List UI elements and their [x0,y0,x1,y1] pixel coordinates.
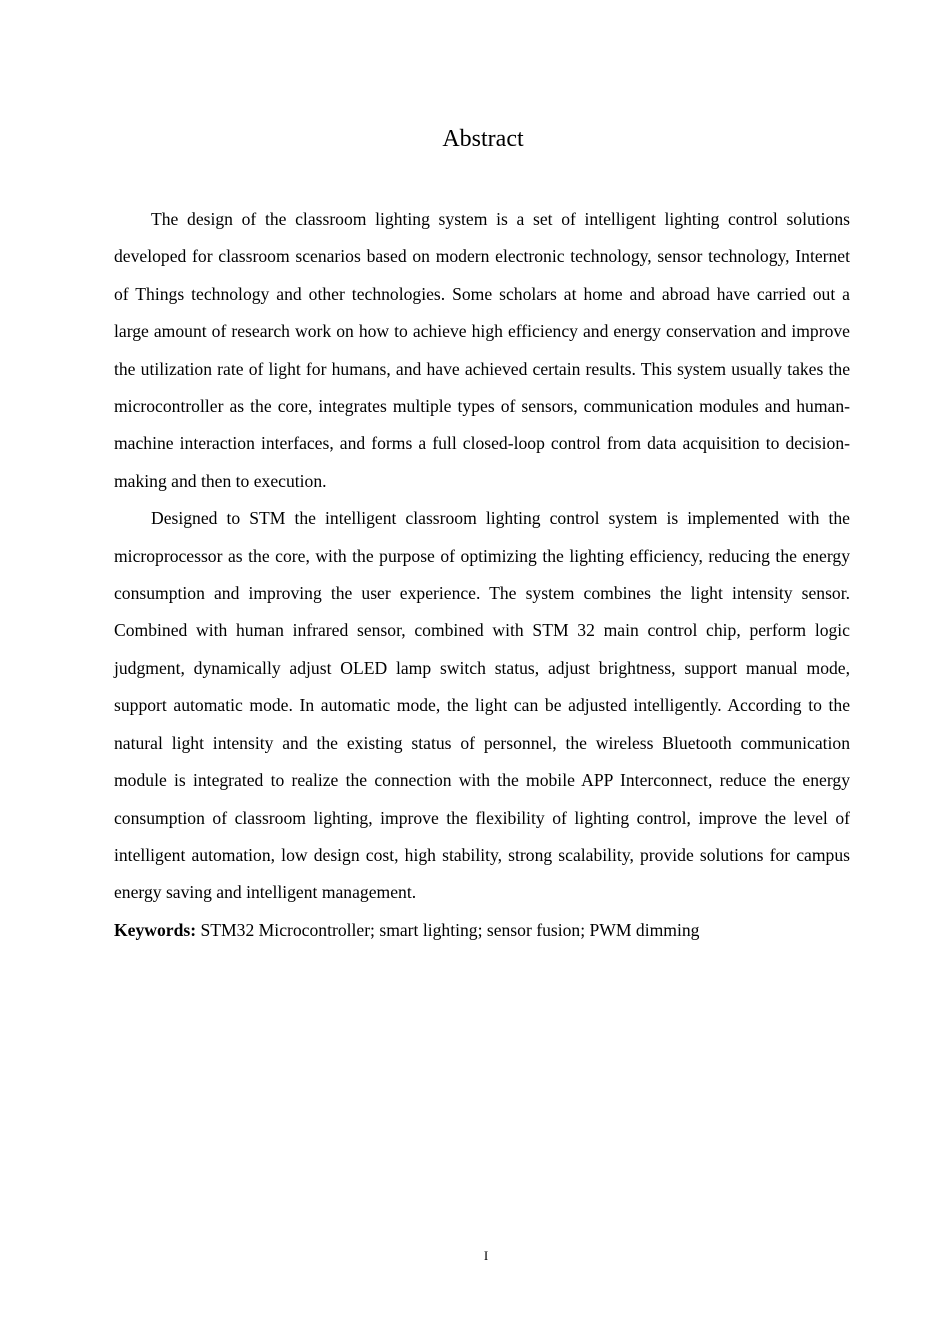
abstract-paragraph-1: The design of the classroom lighting system is a set of intelligent lighting control solutions developed for classroom scenarios based on modern electronic technology, sensor technology, Internet of Things technology and other technologies. Some scholars at home and abroad have carried out a large amount of research work on how to achieve high efficiency and energy conservation and improve the utilization rate of light for humans, and have achieved certain results. This system usually takes the microcontroller as the core, integrates multiple types of sensors, communication modules and human-machine interaction interfaces, and forms a full closed-loop control from data acquisition to decision-making and then to execution. [114,209,850,491]
abstract-paragraph-2: Designed to STM the intelligent classroom lighting control system is implemented with the microprocessor as the core, with the purpose of optimizing the lighting efficiency, reducing the energy consumption and improving the user experience. The system combines the light intensity sensor. Combined with human infrared sensor, combined with STM 32 main control chip, perform logic judgment, dynamically adjust OLED lamp switch status, adjust brightness, support manual mode, support automatic mode. In automatic mode, the light can be adjusted intelligently. According to the natural light intensity and the existing status of personnel, the wireless Bluetooth communication module is integrated to realize the connection with the mobile APP Interconnect, reduce the energy consumption of classroom lighting, improve the flexibility of lighting control, improve the level of intelligent automation, low design cost, high stability, strong scalability, provide solutions for campus energy saving and intelligent management. [114,508,850,903]
keywords-line [114,912,850,949]
page-number: I [483,1248,489,1263]
keywords-text: STM32 Microcontroller; smart lighting; sensor fusion; PWM dimming [200,919,700,940]
abstract-body [114,201,850,949]
page-title: Abstract [442,126,524,152]
keywords-label: Keywords: [114,919,197,940]
